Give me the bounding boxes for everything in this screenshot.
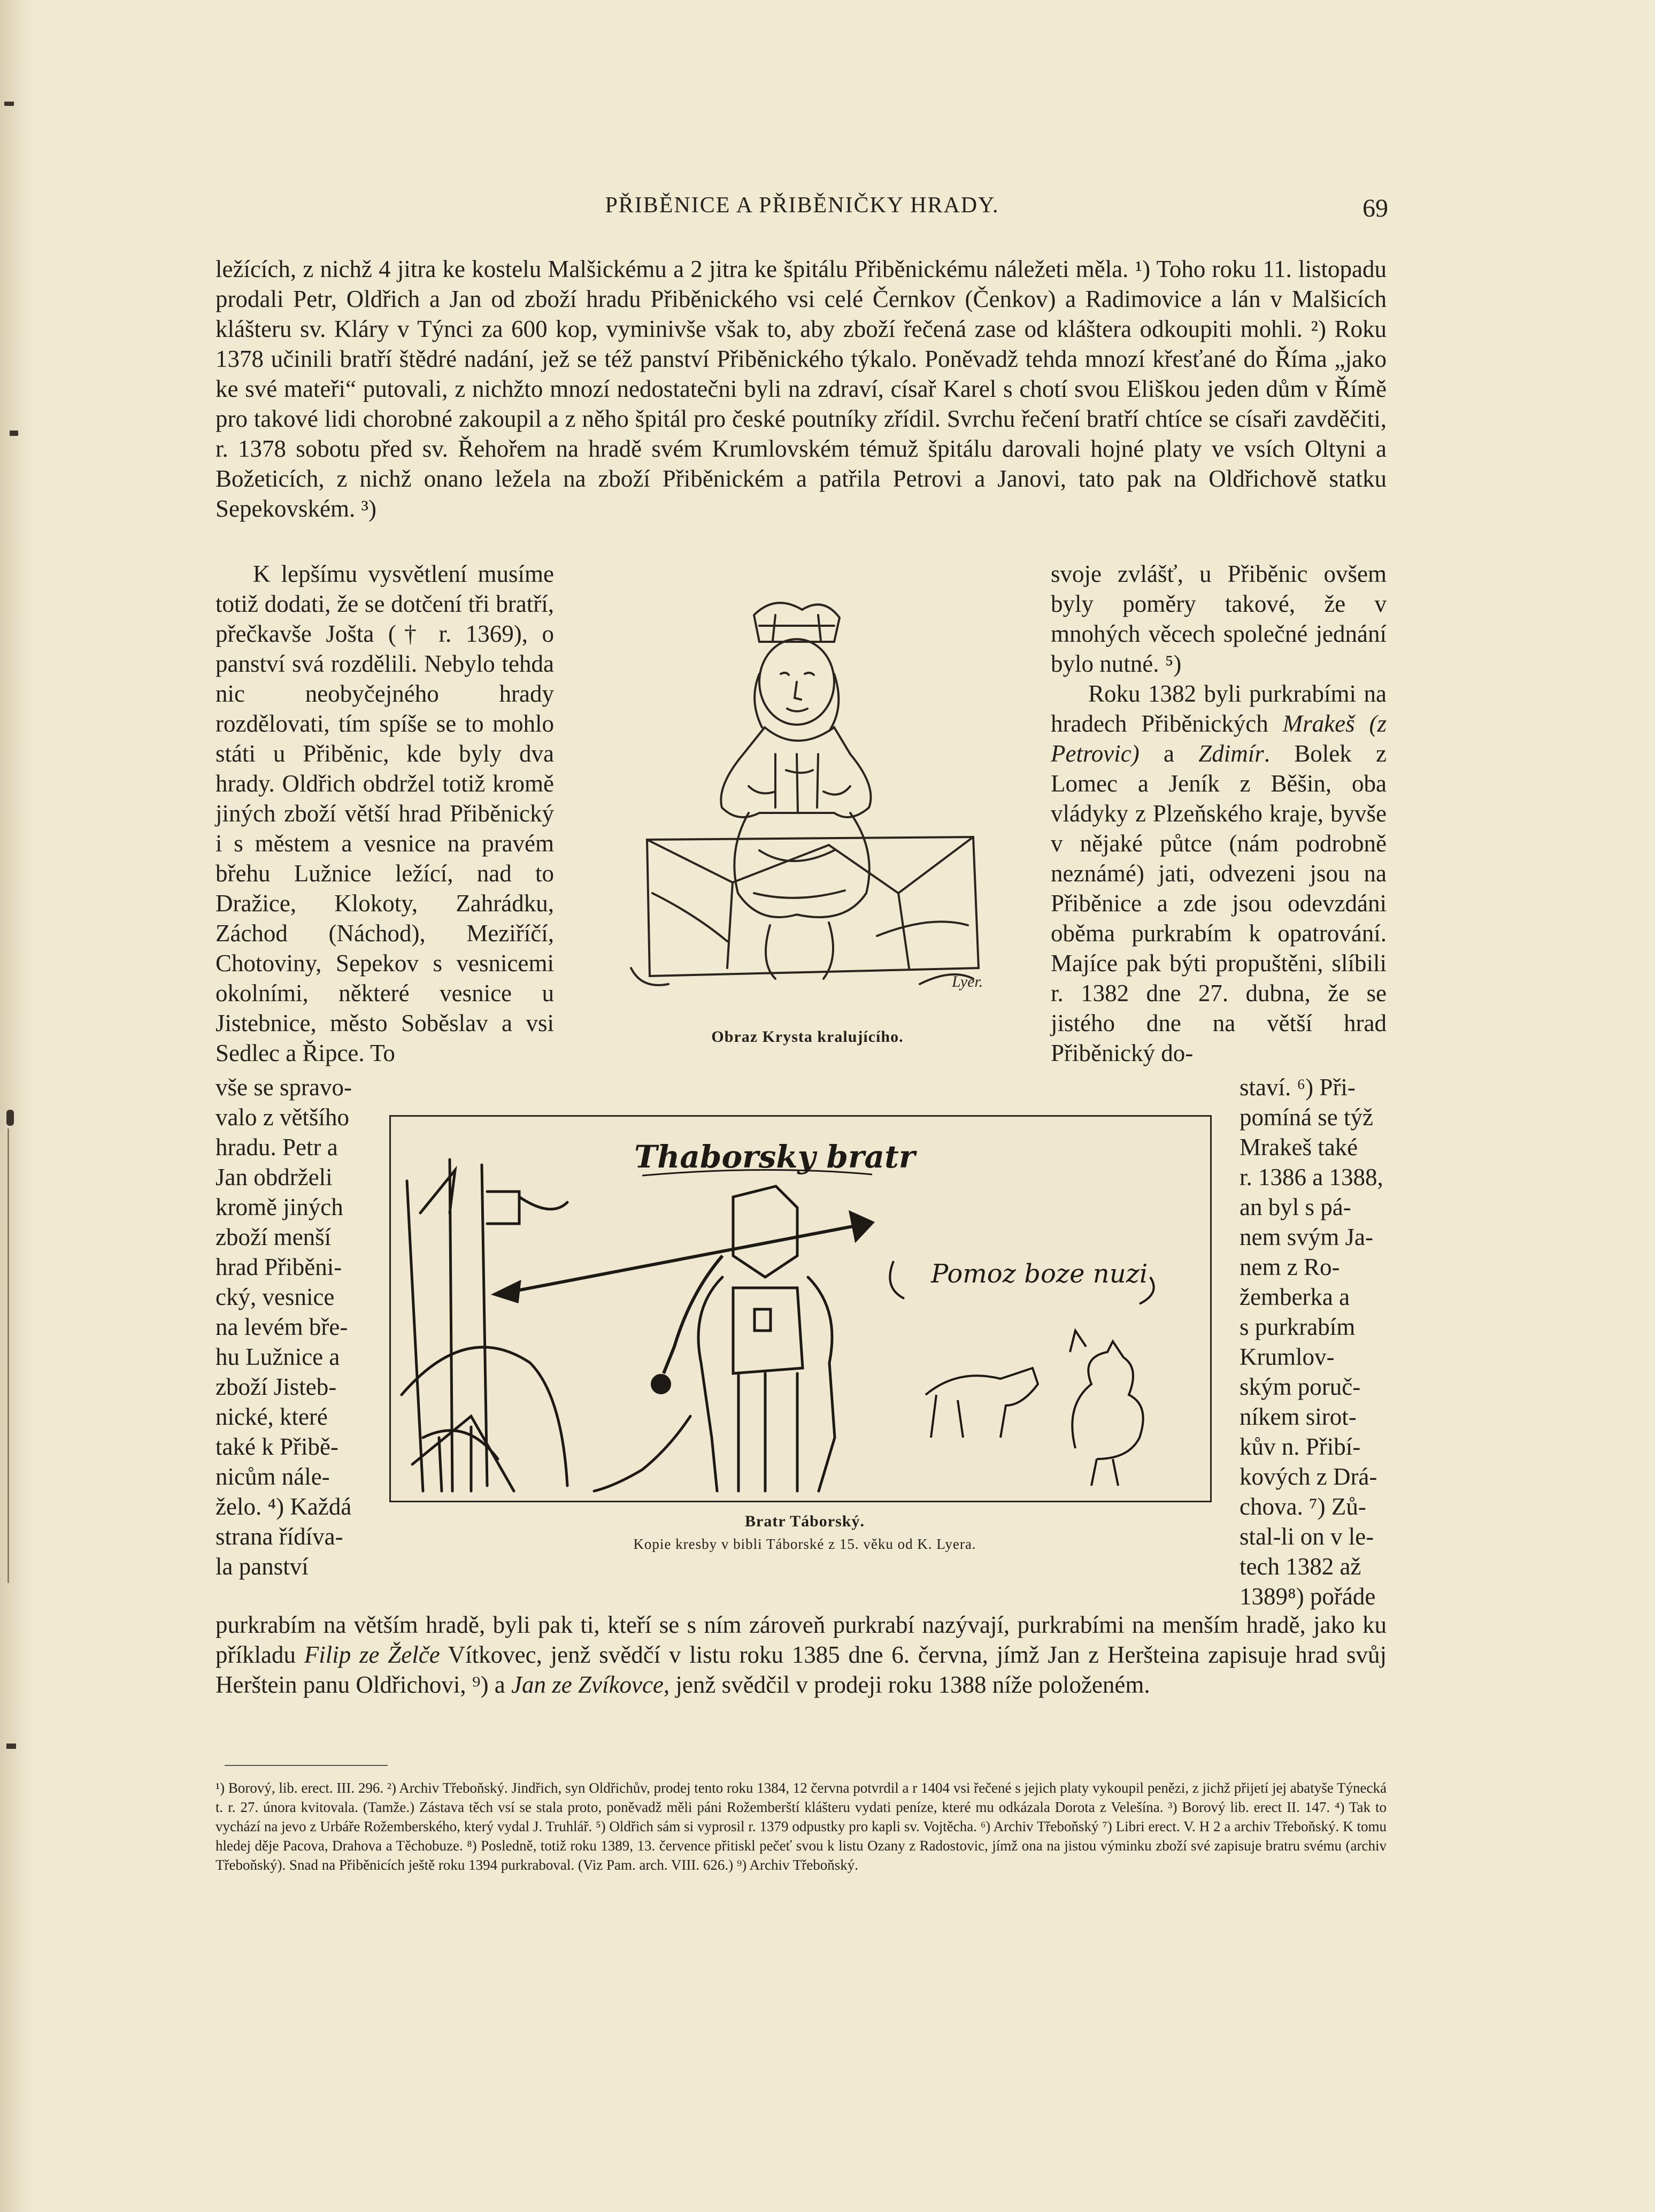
closing-part-2: Vítkovec, jenž svědčí v listu roku 1385 dne 6. června, jímž Jan z Heršteina zapisuje hrad svůj Herštein panu Oldřichovi, ⁹) a	[215, 1641, 1387, 1698]
left-narrow-line: želo. ⁴) Každá	[215, 1493, 352, 1520]
figure-taborite-brother	[389, 1115, 1212, 1502]
margin-line	[7, 1128, 9, 1583]
right-p2-start: Roku 1382 byli purkrabími na hradech Přiběnických	[1051, 680, 1387, 737]
right-narrow-line: s purkrabím	[1240, 1314, 1356, 1340]
closing-part-1: purkrabím na větším hradě, byli pak ti, kteří se s ním zároveň purkrabí nazývají, purkrabími na menším hradě, jako ku příkladu	[215, 1611, 1387, 1668]
footnote-rule	[225, 1765, 388, 1766]
right-p2-and: a	[1139, 740, 1199, 767]
right-narrow-line: Krumlov-	[1240, 1343, 1335, 1370]
left-narrow-line: hu Lužnice a	[215, 1343, 340, 1370]
left-narrow-column	[215, 1072, 360, 1581]
banner-thaborsky-bratr: Thaborsky bratr	[634, 1139, 915, 1175]
banner-pomoz-boze: Pomoz boze nuzi	[931, 1259, 1148, 1289]
figure-christ-enthroned	[599, 594, 1016, 1046]
margin-mark	[6, 1110, 14, 1126]
right-narrow-column	[1240, 1072, 1387, 1611]
running-header: PŘIBĚNICE A PŘIBĚNIČKY HRADY.	[605, 193, 999, 218]
left-narrow-line: la panství	[215, 1553, 309, 1580]
right-narrow-line: staví. ⁶) Při-	[1240, 1074, 1356, 1101]
christ-drawing	[599, 594, 1016, 1016]
right-narrow-line: r. 1386 a 1388,	[1240, 1164, 1383, 1191]
right-narrow-line: chova. ⁷) Zů-	[1240, 1493, 1366, 1520]
left-narrow-line: strana řídíva-	[215, 1523, 343, 1550]
left-narrow-line: také k Přibě-	[215, 1433, 338, 1460]
figure1-caption: Obraz Krysta kralujícího.	[711, 1028, 904, 1046]
left-narrow-line: hradu. Petr a	[215, 1134, 338, 1161]
right-narrow-line: žemberka a	[1240, 1284, 1350, 1310]
left-narrow-line: valo z většího	[215, 1104, 349, 1131]
right-narrow-line: ským poruč-	[1240, 1373, 1361, 1400]
name-zdimir: Zdimír	[1198, 740, 1264, 767]
right-narrow-line: an byl s pá-	[1240, 1194, 1351, 1220]
left-narrow-line: zboží menší	[215, 1224, 332, 1250]
margin-mark	[4, 102, 14, 106]
left-narrow-line: vše se spravo-	[215, 1074, 352, 1101]
left-column-text: K lepšímu vysvětlení musíme totiž dodati, že se dotčení tři bratří, přečkavše Jošta († r. 1369), o panství svá rozdělili. Nebylo tehda nic neobyčejného hrady rozdělovati, tím spíše se to mohlo státi u Přiběnic, kde byly dva hrady. Oldřich obdržel totiž kromě jiných zboží větší hrad Přiběnický i s městem a vesnice na pravém břehu Lužnice ležící, nad to Dražice, Klokoty, Zahrádku, Záchod (Náchod), Meziříčí, Chotoviny, Sepekov s vesnicemi okolními, některé vesnice u Jistebnice, město Soběslav a vsi Sedlec a Řipce. To	[215, 560, 554, 1066]
closing-paragraph	[215, 1610, 1387, 1700]
figure2-caption-title: Bratr Táborský.	[745, 1512, 865, 1530]
left-narrow-line: nické, které	[215, 1403, 328, 1430]
right-narrow-line: Mrakeš také	[1240, 1134, 1358, 1161]
left-narrow-line: Jan obdrželi	[215, 1164, 333, 1191]
left-narrow-line: nicům nále-	[215, 1463, 330, 1490]
page-edge-shadow	[0, 0, 32, 2212]
name-mrakes: Mrakeš	[1282, 710, 1355, 737]
footnotes	[215, 1778, 1387, 1875]
right-column	[1051, 559, 1387, 1068]
left-narrow-line: na levém bře-	[215, 1314, 348, 1340]
page-number: 69	[1363, 194, 1388, 222]
footnotes-text: ¹) Borový, lib. erect. III. 296. ²) Archiv Třeboňský. Jindřich, syn Oldřichův, prodej tento roku 1384, 12 června potvrdil a r 1404 vsi řečené s jejich platy vykoupil penězi, z jichž přijetí jej abatyše Týnecká t. r. 27. února kvitovala. (Tamže.) Zástava těch vsí se stala proto, poněvadž měli páni Rožemberští klášteru vydati peníze, které mu odkázala Dorota z Velešína. ³) Borový lib. erect II. 147. ⁴) Tak to vychází na jevo z Urbáře Rožemberského, který vydal J. Truhlář. ⁵) Oldřich sám si vyprosil r. 1379 odpustky pro kapli sv. Vojtěcha. ⁶) Archiv Třeboňský ⁷) Libri erect. V. H 2 a archiv Třeboňský. K tomu hledej děje Pacova, Drahova a Těchobuze. ⁸) Posledně, totiž roku 1389, 13. července přitiskl pečeť svou k listu Ozany z Radostovic, jímž ona na jistou výminku zboží své zapisuje bratru svému (archiv Třeboňský). Snad na Přiběnicích ještě roku 1394 purkraboval. (Viz Pam. arch. VIII. 626.) ⁹) Archiv Třeboňský.	[215, 1780, 1387, 1873]
right-narrow-line: kových z Drá-	[1240, 1463, 1377, 1490]
left-narrow-line: kromě jiných	[215, 1194, 343, 1220]
left-narrow-line: hrad Přiběni-	[215, 1254, 342, 1280]
right-narrow-line: stal-li on v le-	[1240, 1523, 1374, 1550]
margin-mark	[6, 1744, 16, 1749]
closing-paragraph-text	[215, 1610, 1387, 1700]
right-narrow-line: tech 1382 až	[1240, 1553, 1361, 1580]
name-filip-ze-zelce: Filip ze Želče	[304, 1641, 440, 1668]
intro-paragraph-text: ležících, z nichž 4 jitra ke kostelu Malšickému a 2 jitra ke špitálu Přiběnickému náležeti měla. ¹) Toho roku 11. listopadu prodali Petr, Oldřich a Jan od zboží hradu Přiběnického vsi celé Černkov (Čenkov) a Radimovice a lán v Malšicích klášteru sv. Kláry v Týnci za 600 kop, vyminivše však to, aby zboží řečená zase od kláštera odkoupiti mohli. ²) Roku 1378 učinili bratří štědré nadání, jež se též panství Přiběnického týkalo. Poněvadž tehda mnozí křesťané do Říma „jako ke své mateři“ putovali, z nichžto mnozí nedostatečni byli na zdraví, císař Karel s chotí svou Eliškou jeden dům v Římě pro takové lidi chorobné zakoupil a z něho špitál pro české poutníky zřídil. Svrchu řečení bratří chtíce se císaři zavděčiti, r. 1378 sobotu před sv. Řehořem na hradě svém Krumlovském témuž špitálu darovali hojné platy ve vsích Oltyni a Božeticích, z nichž onano ležela na zboží Přiběnickém a patřila Petrovi a Janovi, tato pak na Oldřichově statku Sepekovském. ³)	[215, 256, 1387, 522]
taborite-drawing	[391, 1117, 1210, 1501]
intro-paragraph	[215, 254, 1387, 524]
right-narrow-line: 1389⁸) pořáde	[1240, 1583, 1376, 1610]
left-column	[215, 559, 554, 1068]
name-mrakes-origin: (z Petrovic)	[1051, 710, 1387, 767]
right-paragraph-1: svoje zvlášť, u Přiběnic ovšem byly poměry takové, že v mnohých věcech společné jednání bylo nutné. ⁵)	[1051, 560, 1387, 677]
right-paragraph-2	[1051, 679, 1387, 1068]
left-narrow-line: zboží Jisteb-	[215, 1373, 337, 1400]
right-narrow-line: níkem sirot-	[1240, 1403, 1357, 1430]
right-narrow-line: nem z Ro-	[1240, 1254, 1340, 1280]
closing-part-3: , jenž svědčil v prodeji roku 1388 níže položeném.	[663, 1671, 1150, 1698]
name-jan-ze-zvikovce: Jan ze Zvíkovce	[511, 1671, 664, 1698]
figure2-caption-sub: Kopie kresby v bibli Táborské z 15. věku od K. Lyera.	[633, 1536, 976, 1552]
left-narrow-line: cký, vesnice	[215, 1284, 335, 1310]
right-p2-rest: . Bolek z Lomec a Jeník z Běšin, oba vládyky z Plzeňského kraje, byvše v nějaké půtce (nám podrobně neznámé) jati, odvezeni jsou na Přiběnice a zde jsou odevzdáni oběma purkrabím k opatrování. Majíce pak býti propuštěni, slíbili r. 1382 dne 27. dubna, že se jistého dne na větší hrad Přiběnický do-	[1051, 740, 1387, 1066]
right-narrow-line: kův n. Přibí-	[1240, 1433, 1361, 1460]
right-narrow-line: pomíná se týž	[1240, 1104, 1373, 1131]
right-narrow-line: nem svým Ja-	[1240, 1224, 1373, 1250]
margin-mark	[10, 431, 18, 436]
figure1-signature: Lyer.	[952, 973, 983, 990]
